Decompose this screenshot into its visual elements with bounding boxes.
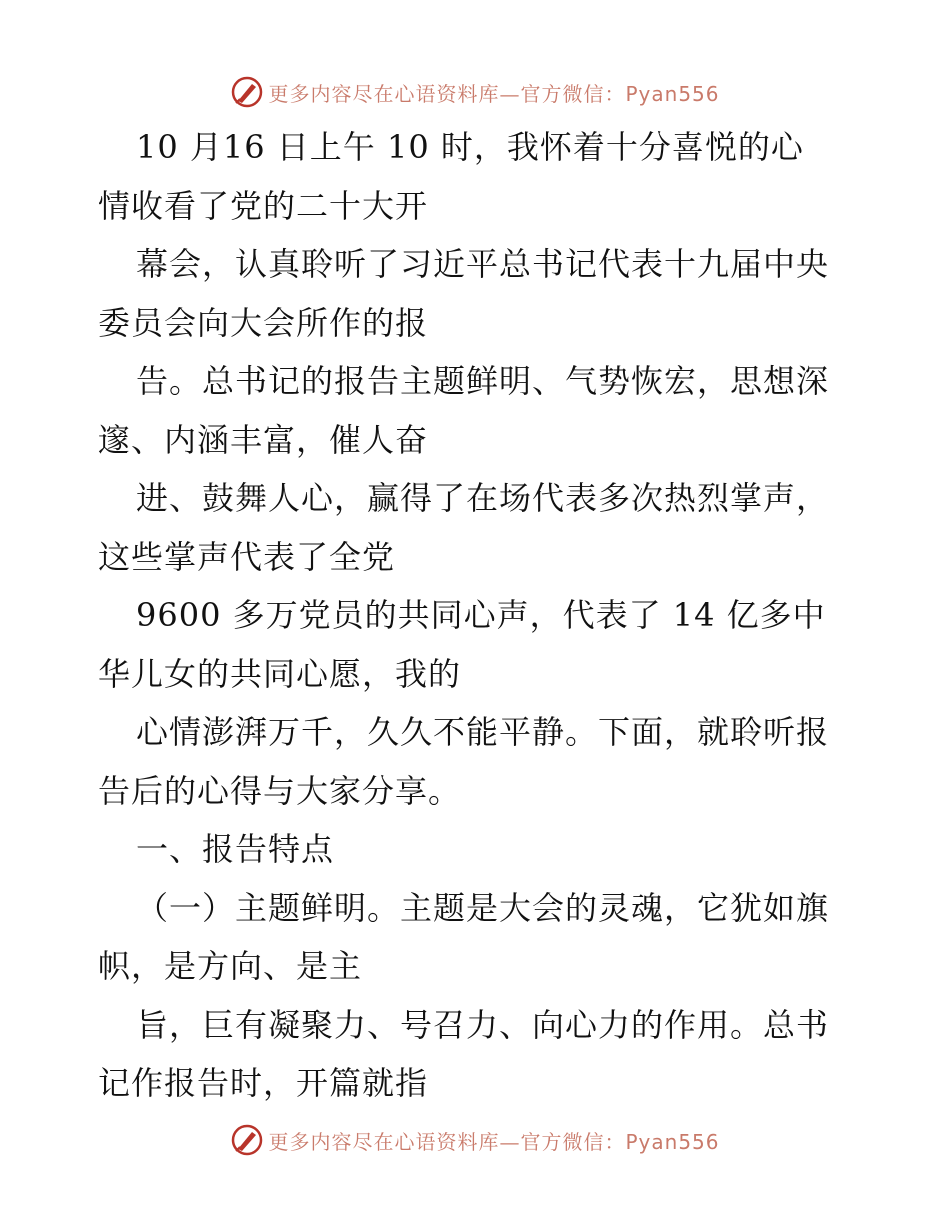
watermark-text: 更多内容尽在心语资料库—官方微信：Pyan556: [268, 1129, 720, 1154]
text-line: （一）主题鲜明。主题是大会的灵魂，它犹如旗: [136, 888, 830, 927]
text-line: 记作报告时，开篇就指: [98, 1064, 429, 1102]
text-line: 10 月16 日上午 10 时，我怀着十分喜悦的心: [136, 128, 804, 166]
text-line: 邃、内涵丰富，催人奋: [98, 420, 429, 459]
text-line: 告。总书记的报告主题鲜明、气势恢宏，思想深: [136, 362, 830, 400]
text-line: 这些掌声代表了全党: [98, 537, 396, 576]
text-line: 帜，是方向、是主: [98, 947, 363, 985]
quill-circle-icon: [230, 75, 264, 109]
document-body: [98, 118, 858, 1113]
watermark-text: 更多内容尽在心语资料库—官方微信：Pyan556: [268, 81, 720, 106]
section-heading: 一、报告特点: [136, 830, 335, 868]
text-line: 心情澎湃万千，久久不能平静。下面，就聆听报: [136, 713, 830, 751]
text-line: 9600 多万党员的共同心声，代表了 14 亿多中: [136, 596, 826, 634]
text-line: 幕会，认真聆听了习近平总书记代表十九届中央: [136, 245, 830, 283]
text-line: 华儿女的共同心愿，我的: [98, 654, 462, 693]
text-line: 进、鼓舞人心，赢得了在场代表多次热烈掌声，: [136, 479, 830, 517]
quill-circle-icon: [230, 1123, 264, 1157]
watermark-footer: [0, 1120, 950, 1160]
text-line: 告后的心得与大家分享。: [98, 771, 462, 810]
text-line: 旨，巨有凝聚力、号召力、向心力的作用。总书: [136, 1005, 830, 1044]
watermark-header: [0, 72, 950, 112]
text-line: 情收看了党的二十大开: [98, 186, 429, 225]
text-line: 委员会向大会所作的报: [98, 303, 429, 342]
